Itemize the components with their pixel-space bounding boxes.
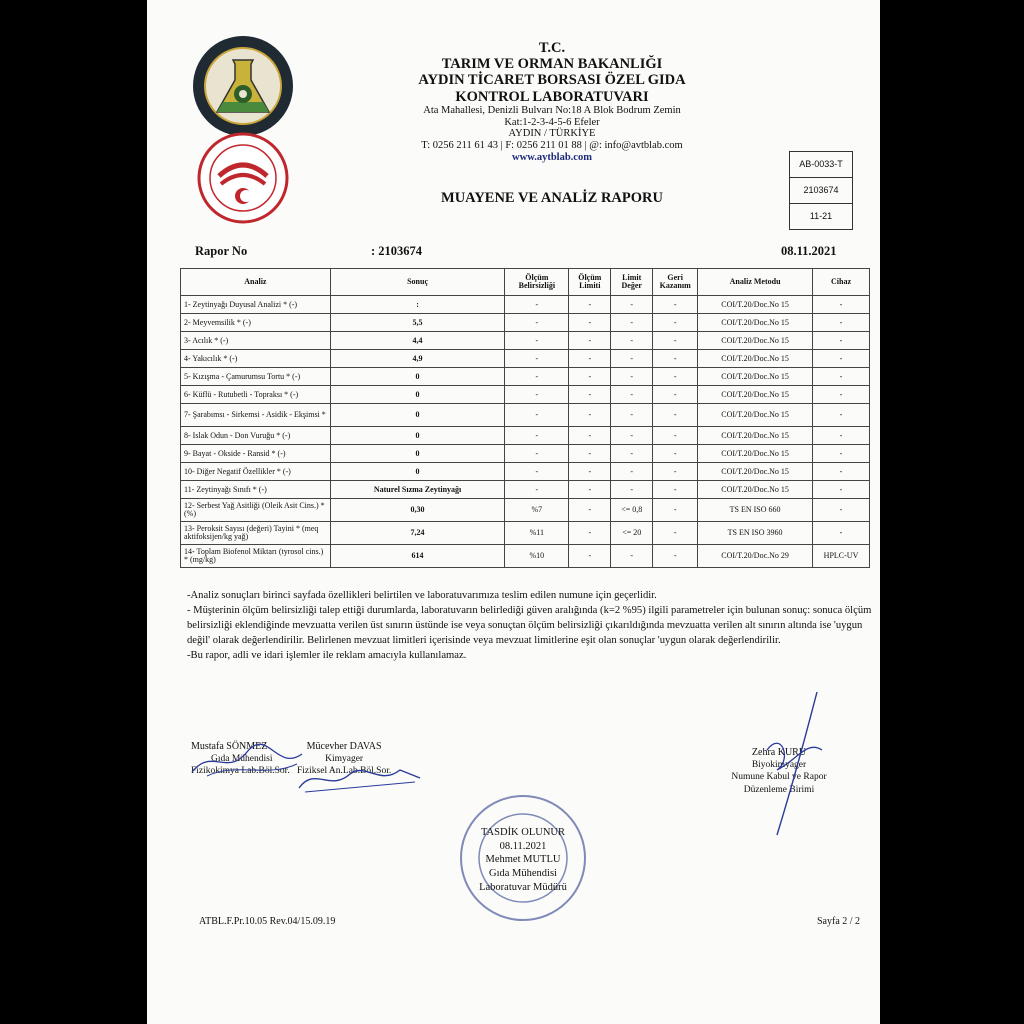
cell: 13- Peroksit Sayısı (değeri) Tayini * (meq aktifoksijen/kg yağ) [181, 522, 331, 545]
table-row [181, 545, 870, 568]
cell: - [569, 314, 611, 332]
cell: 7,24 [330, 522, 505, 545]
table-row [181, 314, 870, 332]
cell: 10- Diğer Negatif Özellikler * (-) [181, 463, 331, 481]
approver-title: Gıda Mühendisi [489, 867, 557, 879]
city: AYDIN / TÜRKİYE [508, 128, 596, 140]
cell: <= 0,8 [611, 499, 653, 522]
table-row [181, 404, 870, 427]
signatory-title: Kimyager [325, 754, 364, 764]
cell: - [505, 386, 569, 404]
approver-name: Mehmet MUTLU [485, 854, 561, 866]
cell: - [569, 545, 611, 568]
cell: - [813, 404, 870, 427]
cell: <= 20 [611, 522, 653, 545]
report-date: 08.11.2021 [781, 244, 837, 258]
cell: - [653, 522, 698, 545]
cell: - [569, 332, 611, 350]
table-row [181, 350, 870, 368]
cell: - [813, 368, 870, 386]
cell: COI/T.20/Doc.No 15 [698, 427, 813, 445]
cell: - [813, 499, 870, 522]
cell: - [569, 296, 611, 314]
cell: - [569, 499, 611, 522]
cell: %7 [505, 499, 569, 522]
cell: COI/T.20/Doc.No 15 [698, 314, 813, 332]
cell: 11- Zeytinyağı Sınıfı * (-) [181, 481, 331, 499]
cell: 3- Acılık * (-) [181, 332, 331, 350]
table-row [181, 481, 870, 499]
cell: - [611, 350, 653, 368]
lab-name-line1: AYDIN TİCARET BORSASI ÖZEL GIDA [418, 72, 686, 89]
table-row [181, 499, 870, 522]
report-no-value: : 2103674 [371, 244, 423, 258]
cell: - [569, 386, 611, 404]
cell: - [813, 463, 870, 481]
lab-header [387, 40, 717, 164]
approval-stamp-text: TASDİK OLUNUR [480, 827, 566, 838]
cell: COI/T.20/Doc.No 15 [698, 386, 813, 404]
cell: - [569, 463, 611, 481]
cell: Naturel Sızma Zeytinyağı [330, 481, 505, 499]
cell: 1- Zeytinyağı Duyusal Analizi * (-) [181, 296, 331, 314]
cell: - [653, 463, 698, 481]
col-header: Limit Değer [611, 269, 653, 296]
approval-date: 08.11.2021 [499, 840, 547, 852]
cell: - [505, 350, 569, 368]
cell: - [569, 427, 611, 445]
col-header: Geri Kazanım [653, 269, 698, 296]
col-header: Cihaz [813, 269, 870, 296]
contact-info: T: 0256 211 61 43 | F: 0256 211 01 88 | @: info@avtblab.com [421, 140, 683, 152]
signatory-role: Fizikokimya Lab.Böl.Sor. [191, 766, 290, 777]
cell: - [611, 427, 653, 445]
cell: 6- Küflü - Rutubetli - Topraksı * (-) [181, 386, 331, 404]
col-header: Ölçüm Belirsizliği [505, 269, 569, 296]
cell: 0 [330, 445, 505, 463]
cell: 9- Bayat - Okside - Ransid * (-) [181, 445, 331, 463]
cell: 8- Islak Odun - Don Vuruğu * (-) [181, 427, 331, 445]
cell: - [569, 481, 611, 499]
approval-block [452, 826, 594, 894]
report-no-label: Rapor No [195, 244, 248, 258]
signatory-title: Biyokimyager [751, 760, 807, 770]
cell: - [611, 445, 653, 463]
cell: 0 [330, 404, 505, 427]
cell: - [653, 368, 698, 386]
cell: - [611, 545, 653, 568]
table-row [181, 386, 870, 404]
reference-box [789, 151, 853, 230]
report-notes [187, 588, 877, 663]
lab-name-line2: KONTROL LABORATUVARI [455, 88, 649, 105]
cell: - [505, 463, 569, 481]
signature-mark-3 [737, 690, 837, 840]
document-code: ATBL.F.Pr.10.05 Rev.04/15.09.19 [199, 916, 336, 927]
cell: 0,30 [330, 499, 505, 522]
cell: - [653, 427, 698, 445]
cell: - [653, 314, 698, 332]
cell: - [505, 368, 569, 386]
cell: - [653, 481, 698, 499]
table-row [181, 368, 870, 386]
note-paragraph: -Analiz sonuçları birinci sayfada özellikleri belirtilen ve laboratuvarımıza teslim edilen numune için geçerlidir. [187, 590, 657, 601]
cell: - [505, 296, 569, 314]
cell: - [611, 463, 653, 481]
cell: 0 [330, 463, 505, 481]
col-header: Analiz [181, 269, 331, 296]
cell: - [611, 481, 653, 499]
signature-mark-1 [187, 742, 307, 782]
cell: - [653, 499, 698, 522]
cell: - [611, 386, 653, 404]
signatory-name: Zehra KURU [751, 747, 807, 758]
cell: - [813, 386, 870, 404]
cell: - [611, 296, 653, 314]
signatory-name: Mustafa SÖNMEZ [191, 741, 268, 752]
cell: - [653, 545, 698, 568]
table-row [181, 332, 870, 350]
form-code: AB-0033-T [790, 152, 852, 178]
cell: - [813, 445, 870, 463]
cell: TS EN ISO 660 [698, 499, 813, 522]
cell: 7- Şarabımsı - Sirkemsi - Asidik - Ekşimsi * [181, 404, 331, 427]
cell: 12- Serbest Yağ Asitliği (Oleik Asit Cins.) * (%) [181, 499, 331, 522]
cell: 0 [330, 427, 505, 445]
cell: COI/T.20/Doc.No 15 [698, 445, 813, 463]
cell: - [653, 386, 698, 404]
cell: %10 [505, 545, 569, 568]
cell: - [813, 314, 870, 332]
cell: COI/T.20/Doc.No 15 [698, 463, 813, 481]
cell: TS EN ISO 3960 [698, 522, 813, 545]
cell: - [813, 332, 870, 350]
cell: COI/T.20/Doc.No 29 [698, 545, 813, 568]
address-line1: Ata Mahallesi, Denizli Bulvarı No:18 A Blok Bodrum Zemin [423, 104, 681, 116]
table-row [181, 427, 870, 445]
cell: - [611, 332, 653, 350]
cell: - [611, 404, 653, 427]
cell: - [611, 314, 653, 332]
cell: - [813, 350, 870, 368]
cell: - [569, 445, 611, 463]
page-number: Sayfa 2 / 2 [817, 916, 861, 927]
cell: 4,9 [330, 350, 505, 368]
table-row [181, 445, 870, 463]
report-page [147, 0, 880, 1024]
col-header: Analiz Metodu [698, 269, 813, 296]
cell: - [505, 427, 569, 445]
cell: - [505, 314, 569, 332]
note-paragraph: -Bu rapor, adli ve idari işlemler ile reklam amacıyla kullanılamaz. [187, 650, 467, 662]
report-number-box: 2103674 [790, 178, 852, 204]
col-header: Ölçüm Limiti [569, 269, 611, 296]
lab-seal-logo [191, 34, 295, 138]
cell: COI/T.20/Doc.No 15 [698, 404, 813, 427]
cell: HPLC-UV [813, 545, 870, 568]
cell: %11 [505, 522, 569, 545]
table-row [181, 522, 870, 545]
col-header: Sonuç [330, 269, 505, 296]
cell: - [505, 332, 569, 350]
report-title: MUAYENE VE ANALİZ RAPORU [441, 190, 663, 206]
address-line2: Kat:1-2-3-4-5-6 Efeler [504, 116, 600, 128]
cell: 5- Kızışma - Çamurumsu Tortu * (-) [181, 368, 331, 386]
signatory-role: Numune Kabul ve Rapor Düzenleme Birimi [731, 772, 827, 795]
cell: - [813, 522, 870, 545]
cell: : [330, 296, 505, 314]
cell: - [569, 522, 611, 545]
cell: 0 [330, 368, 505, 386]
cell: - [569, 368, 611, 386]
cell: COI/T.20/Doc.No 15 [698, 350, 813, 368]
website-link[interactable]: www.aytblab.com [512, 151, 592, 163]
signatory-title: Gıda Mühendisi [211, 754, 273, 764]
signatory-name: Mücevher DAVAS [306, 741, 382, 752]
cell: - [569, 404, 611, 427]
table-header-row [181, 269, 870, 296]
note-paragraph: - Müşterinin ölçüm belirsizliği talep ettiği durumlarda, laboratuvarın belirlediği güven aralığında (k=2 %95) ilgili parametreler için bulunan sonuç: sonuca ölçüm belirsizliği eklendiğinde mevzuatta verilen üst sınırın üstünde ise veya sonuçtan ölçüm belirsizliği çıkarıldığında mevzuatta verilen alt sınırın altında ise 'uygun değil' olarak değerlendirilir. Belirlenen mevzuat limitleri içerisinde veya mevzuat limitlerine eşit olan sonuçlar 'uygun olarak değerlendirilir. [187, 605, 872, 647]
tc-label: T.C. [538, 40, 566, 56]
cell: 5,5 [330, 314, 505, 332]
cell: - [653, 445, 698, 463]
cell: 4- Yakıcılık * (-) [181, 350, 331, 368]
analysis-table [180, 268, 870, 568]
ministry-name: TARIM VE ORMAN BAKANLIĞI [441, 56, 663, 73]
cell: COI/T.20/Doc.No 15 [698, 368, 813, 386]
cell: 614 [330, 545, 505, 568]
cell: - [653, 296, 698, 314]
cell: 0 [330, 386, 505, 404]
cell: - [505, 481, 569, 499]
period-code: 11-21 [809, 211, 833, 221]
ministry-seal-logo [197, 132, 289, 224]
cell: COI/T.20/Doc.No 15 [698, 481, 813, 499]
table-row [181, 296, 870, 314]
cell: - [813, 481, 870, 499]
signature-mark-2 [295, 756, 425, 796]
cell: - [813, 296, 870, 314]
cell: - [569, 350, 611, 368]
signatory-role: Fiziksel An.Lab.Böl.Sor. [297, 766, 392, 777]
cell: 4,4 [330, 332, 505, 350]
approver-role: Laboratuvar Müdürü [479, 881, 567, 893]
cell: - [653, 332, 698, 350]
cell: - [505, 404, 569, 427]
cell: - [813, 427, 870, 445]
cell: - [653, 404, 698, 427]
cell: 14- Toplam Biofenol Miktarı (tyrosol cins.) * (mg/kg) [181, 545, 331, 568]
table-row [181, 463, 870, 481]
cell: COI/T.20/Doc.No 15 [698, 296, 813, 314]
cell: COI/T.20/Doc.No 15 [698, 332, 813, 350]
cell: - [653, 350, 698, 368]
cell: - [611, 368, 653, 386]
cell: - [505, 445, 569, 463]
cell: 2- Meyvemsilik * (-) [181, 314, 331, 332]
